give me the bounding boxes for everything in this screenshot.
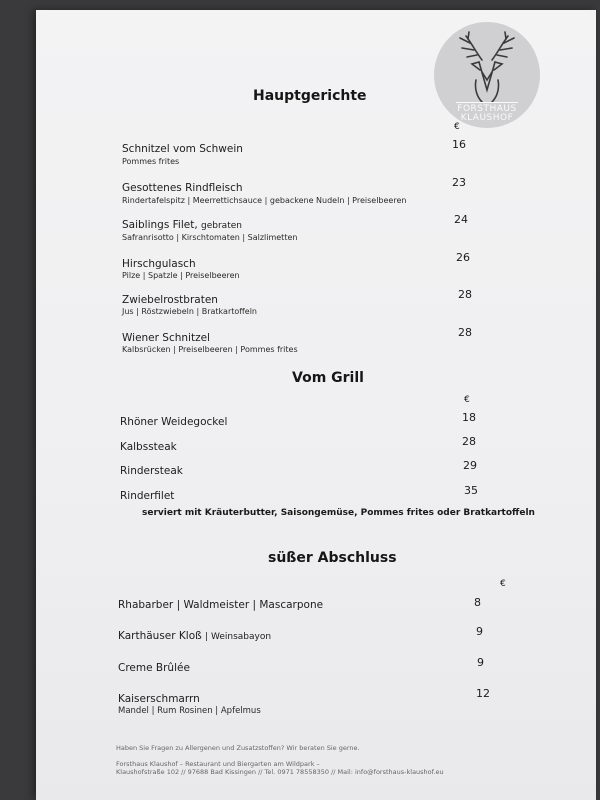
grill-item-price: 29 — [463, 459, 477, 472]
dish-price: 26 — [456, 251, 470, 264]
dessert-item-price: 9 — [477, 656, 484, 669]
dish-description: Jus | Röstzwiebeln | Bratkartoffeln — [122, 307, 257, 316]
dish-name: Gesottenes Rindfleisch — [122, 182, 243, 194]
dish-description: Pilze | Spatzle | Preiselbeeren — [122, 271, 240, 280]
dessert-item-name: Rhabarber | Waldmeister | Mascarpone — [118, 599, 324, 611]
dish-price: 28 — [458, 288, 472, 301]
allergy-note: Haben Sie Fragen zu Allergenen und Zusatzstoffen? Wir beraten Sie gerne. — [116, 744, 360, 752]
grill-item-name: Rhöner Weidegockel — [120, 416, 228, 428]
dessert-item-name: Karthäuser Kloß | Weinsabayon — [118, 630, 272, 642]
grill-item-name: Rindersteak — [120, 465, 183, 477]
grill-item-name: Kalbssteak — [120, 441, 177, 453]
dish-name: Wiener Schnitzel — [122, 332, 210, 344]
dish-description: Rindertafelspitz | Meerrettichsauce | gebackene Nudeln | Preiselbeeren — [122, 196, 407, 205]
dessert-item-name: Creme Brûlée — [118, 662, 190, 674]
grill-side-note: serviert mit Kräuterbutter, Saisongemüse, Pommes frites oder Bratkartoffeln — [142, 508, 535, 518]
section-title-main: Hauptgerichte — [253, 88, 367, 104]
grill-item-price: 18 — [462, 411, 476, 424]
dish-price: 24 — [454, 213, 468, 226]
restaurant-logo — [434, 22, 540, 128]
logo-divider — [456, 102, 518, 103]
dish-name: Hirschgulasch — [122, 258, 196, 270]
dish-description: Safranrisotto | Kirschtomaten | Salzlimetten — [122, 233, 298, 242]
grill-item-price: 35 — [464, 484, 478, 497]
dish-price: 23 — [452, 176, 466, 189]
dessert-item-description: Mandel | Rum Rosinen | Apfelmus — [118, 706, 261, 716]
dish-price: 28 — [458, 326, 472, 339]
dessert-item-price: 12 — [476, 687, 490, 700]
grill-item-name: Rinderfilet — [120, 490, 175, 502]
dessert-item-price: 9 — [476, 625, 483, 638]
dish-description: Kalbsrücken | Preiselbeeren | Pommes frites — [122, 345, 298, 354]
stag-head-icon — [452, 30, 522, 102]
footer-line-1: Forsthaus Klaushof – Restaurant und Biergarten am Wildpark – — [116, 760, 320, 768]
dish-price: 16 — [452, 138, 466, 151]
grill-item-price: 28 — [462, 435, 476, 448]
currency-label-grill: € — [464, 395, 470, 405]
section-title-grill: Vom Grill — [292, 370, 364, 386]
currency-label-dessert: € — [500, 579, 506, 589]
dish-name: Saiblings Filet, gebraten — [122, 219, 242, 231]
dish-description: Pommes frites — [122, 157, 180, 166]
dish-name: Schnitzel vom Schwein — [122, 143, 243, 155]
section-title-dessert: süßer Abschluss — [268, 550, 397, 566]
footer-line-2: Klaushofstraße 102 // 97688 Bad Kissingen // Tel. 0971 78558350 // Mail: info@forsthaus-klaushof.eu — [116, 768, 444, 776]
menu-sheet — [36, 10, 596, 800]
dish-name: Zwiebelrostbraten — [122, 294, 218, 306]
dessert-item-price: 8 — [474, 596, 481, 609]
logo-brand-line2: KLAUSHOF — [460, 113, 514, 123]
logo-brand-line1: FORSTHAUS — [457, 104, 517, 114]
currency-label-main: € — [454, 122, 460, 132]
dessert-item-name: Kaiserschmarrn — [118, 693, 200, 705]
